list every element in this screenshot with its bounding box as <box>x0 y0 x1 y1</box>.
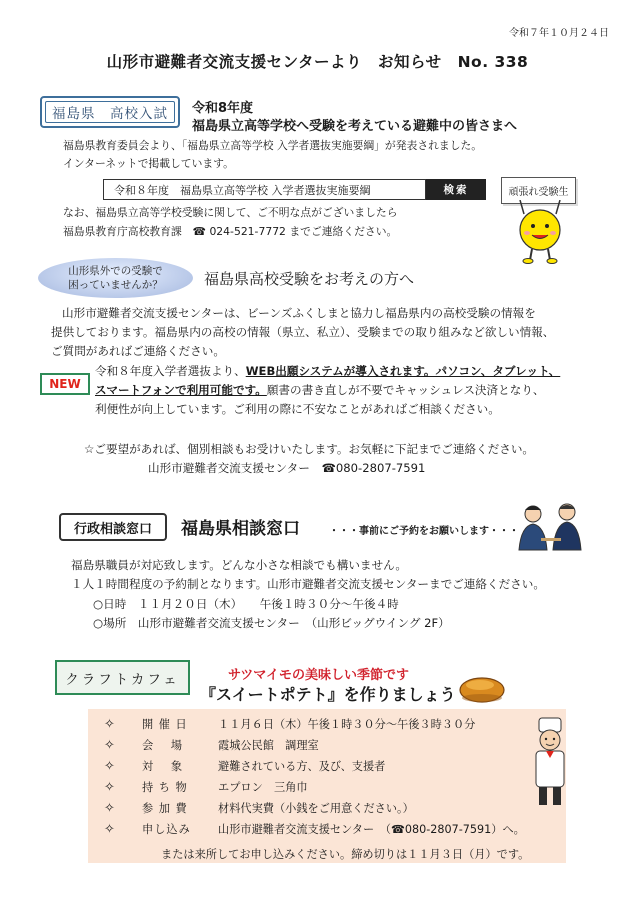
mascot-illustration <box>510 200 570 265</box>
new-info-line2-a: スマートフォンで利用可能です。 <box>95 383 267 397</box>
diamond-icon: ✧ <box>104 716 115 732</box>
diamond-icon: ✧ <box>104 821 115 837</box>
row-label: 会 場 <box>142 739 184 752</box>
consult-note: ☆ご要望があれば、個別相談もお受けいたします。お気軽に下記までご連絡ください。 <box>84 442 535 456</box>
section-label-admin-consult: 行政相談窓口 <box>59 513 167 541</box>
craft-subtitle: サツマイモの美味しい季節です <box>228 668 409 683</box>
section1-line2: インターネットで掲載しています。 <box>63 157 234 170</box>
bubble-line1: 山形県外での受験で <box>68 264 163 277</box>
section1-line1: 福島県教育委員会より、「福島県立高等学校 入学者選抜実施要綱」が発表されました。 <box>63 139 483 152</box>
chef-illustration <box>528 716 572 812</box>
new-info-line1-b: WEB出願システムが導入されます。パソコン、タブレット、 <box>245 364 561 378</box>
section3-place: ○場所 山形市避難者交流支援センター （山形ビッグウイング 2F） <box>93 616 450 630</box>
section1-contact: 福島県教育庁高校教育課 ☎ 024-521-7772 までご連絡ください。 <box>63 225 398 238</box>
row-label: 開 催 日 <box>142 718 188 731</box>
event-row-fee <box>88 798 566 818</box>
section3-line1: 福島県職員が対応致します。どんな小さな相談でも構いません。 <box>71 558 407 572</box>
new-badge: NEW <box>40 373 90 395</box>
event-details-box <box>88 709 566 863</box>
section1-heading: 福島県立高等学校へ受験を考えている避難中の皆さまへ <box>192 119 518 134</box>
consultation-illustration <box>515 500 585 555</box>
section2-para-line3: ご質問があればご連絡ください。 <box>51 344 225 358</box>
new-info-line2-b: 願書の書き直しが不要でキャッシュレス決済となり、 <box>266 383 545 397</box>
page-title: 山形市避難者交流支援センターより お知らせ No. 338 <box>106 53 529 71</box>
diamond-icon: ✧ <box>104 758 115 774</box>
section3-heading: 福島県相談窓口 <box>181 519 300 539</box>
sweet-potato-illustration <box>458 666 506 706</box>
new-info-line3: 利便性が向上しています。ご利用の際に不安なことがあればご相談ください。 <box>95 402 500 416</box>
craft-title: 『スイートポテト』を作りましょう <box>200 685 456 704</box>
diamond-icon: ✧ <box>104 779 115 795</box>
section1-line3: なお、福島県立高等学校受験に関して、ご不明な点がございましたら <box>63 206 398 219</box>
event-row-items <box>88 777 566 797</box>
row-value: １１月６日（木）午後１時３０分～午後３時３０分 <box>218 718 476 731</box>
row-value: 山形市避難者交流支援センター （☎080-2807-7591）へ。 <box>218 823 525 836</box>
issue-date: 令和７年１０月２４日 <box>509 28 609 39</box>
diamond-icon: ✧ <box>104 737 115 753</box>
section2-para-line1: 山形市避難者交流支援センターは、ビーンズふくしまと協力し福島県内の高校受験の情報を <box>62 306 536 320</box>
reservation-note: ・・・事前にご予約をお願いします・・・ <box>329 526 519 537</box>
event-row-apply <box>88 819 566 839</box>
new-info-line1 <box>95 366 560 378</box>
row-label: 対 象 <box>142 760 184 773</box>
row-label: 申し込み <box>142 823 191 836</box>
new-info-line2 <box>95 385 545 397</box>
row-label: 持 ち 物 <box>142 781 188 794</box>
row-label: 参 加 費 <box>142 802 188 815</box>
section1-heading-year: 令和8年度 <box>192 101 254 116</box>
section3-datetime: ○日時 １１月２０日（木） 午後１時３０分～午後４時 <box>93 597 399 611</box>
search-keyword-box: 令和８年度 福島県立高等学校 入学者選抜実施要綱 <box>103 179 426 200</box>
consult-contact: 山形市避難者交流支援センター ☎080-2807-7591 <box>148 461 426 475</box>
row-value: 霞城公民館 調理室 <box>218 739 319 752</box>
application-deadline: または来所してお申し込みください。締め切りは１１月３日（月）です。 <box>161 848 530 861</box>
section3-line2: １人１時間程度の予約制となります。山形市避難者交流支援センターまでご連絡ください。 <box>71 577 545 591</box>
section-label-craft-cafe: クラフトカフェ <box>55 660 190 695</box>
search-button: 検索 <box>426 179 486 200</box>
event-row-date <box>88 714 566 734</box>
cheer-sign: 頑張れ受験生 <box>501 177 576 204</box>
diamond-icon: ✧ <box>104 800 115 816</box>
row-value: 材料代実費（小銭をご用意ください。） <box>218 802 414 815</box>
question-bubble <box>38 258 193 298</box>
section2-para-line2: 提供しております。福島県内の高校の情報（県立、私立）、受験までの取り組みなど欲しい情報、 <box>51 325 555 339</box>
new-info-line1-a: 令和８年度入学者選抜より、 <box>95 364 246 378</box>
row-value: エプロン 三角巾 <box>218 781 308 794</box>
bubble-line2: 困っていませんか？ <box>68 279 163 291</box>
section2-heading: 福島県高校受験をお考えの方へ <box>204 270 415 288</box>
event-row-venue <box>88 735 566 755</box>
row-value: 避難されている方、及び、支援者 <box>218 760 386 773</box>
event-row-target <box>88 756 566 776</box>
section-label-high-school-exam <box>40 96 180 128</box>
section-label-text: 福島県 高校入試 <box>52 106 168 122</box>
